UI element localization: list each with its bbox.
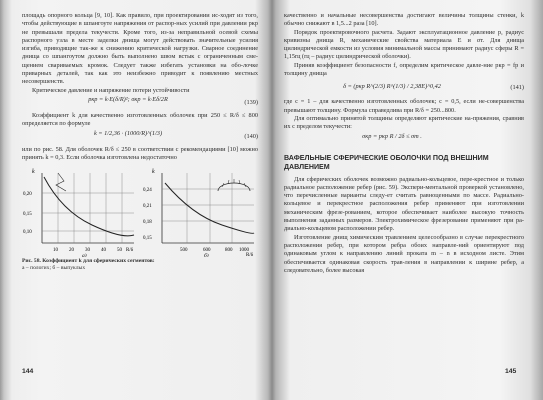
formula-139-text: pкр = k·E(δ/R)²; σкр = k·Eδ/2R [88, 95, 168, 103]
caption-title: Рис. 58. Коэффициент k для сферических сегментов: [22, 258, 155, 265]
formula-139-number: (139) [244, 98, 258, 106]
formula-142 [284, 133, 524, 148]
chart-b-ytick-4: 0,15 [143, 236, 152, 242]
right-page-number: 145 [505, 368, 517, 375]
chart-a-xtick-1: 10 [53, 248, 58, 254]
chart-b-dome-sketch [218, 183, 250, 191]
chart-a-xtick-4: 40 [101, 248, 106, 254]
section-heading: ВАФЕЛЬНЫЕ СФЕРИЧЕСКИЕ ОБОЛОЧКИ ПОД ВНЕШНИМ ДАВЛЕНИЕМ [284, 153, 489, 171]
right-para-7: Изготовление днищ химическим травлением целесообразно в случае перекрестного расположения ребер, при котором ребра обоих направле-ний ориентируют под одинаковым углом к направлению линий проката m – n в исходном листе. Этим обеспечивается одинаковая скорость трав-ления в направлении к ширине ребер, а следовательно, более высокая [284, 233, 524, 274]
chart-b-xtick-3: 800 [225, 248, 233, 254]
right-para-4: где c = 1 – для качественно изготовленных оболочек; c = 0,5, если не-совершенства превышают толщину. Формула справедлива при R/δ = 250...800. [284, 98, 524, 114]
chart-a-ytick-2: 0,15 [23, 212, 32, 218]
formula-141-text: δ = (pкр R^(2/3) R^(1/3) / 2,38E)^0,42 [343, 83, 441, 91]
left-page-number: 144 [22, 368, 34, 375]
chart-a-panel: а) [82, 253, 87, 258]
right-para-2: Порядок проектировочного расчета. Задают эксплуатационное давление p, радиус кривизны днища R, механические свойства материала E и σт. Для днища цилиндрической емкости из условия минимальной массы принимают радиус сферы R = 1,15rц (rц – радиус цилиндрической оболочки). [284, 28, 524, 61]
figure-58-caption [22, 258, 258, 272]
right-para-5: Для оптимально принятой толщины определяют критические на-пряжения, сравнив их с пределом текучести: [284, 114, 524, 131]
chart-a-sketch [56, 173, 66, 191]
left-page [22, 12, 258, 272]
formula-139 [22, 96, 258, 111]
chart-b [143, 169, 254, 257]
chart-b-ytick-1: 0,24 [143, 188, 152, 194]
right-page [284, 12, 524, 275]
chart-a-ytick-3: 0,10 [23, 230, 32, 236]
formula-141 [284, 79, 524, 97]
caption-sub: а – пологих; б – выпуклых [22, 265, 86, 272]
formula-142-text: σкр = pкр R / 2δ ≤ σт . [362, 132, 422, 140]
formula-141-number: (141) [510, 84, 524, 92]
chart-b-ytick-3: 0,18 [143, 220, 152, 226]
left-para-3: Коэффициент k для качественно изготовленных оболочек при 250 ≤ R/δ ≤ 800 определяется по формуле [22, 111, 258, 128]
figure-58 [22, 165, 258, 257]
chart-a-xtick-5: 50 [117, 248, 122, 254]
formula-140-text: k = 1/2,36 · (1000/R)^(1/3) [93, 129, 163, 137]
chart-b-xtick-1: 500 [180, 248, 188, 254]
left-para-4: или по рис. 58. Для оболочек R/δ ≤ 250 в соответствии с рекомендациями [10] можно принять k = 0,3. Если оболочка изготовлена недостаточно [22, 145, 258, 161]
right-para-1: качественно и начальные несовершенства достигают величины толщины стенки, k обычно снижают в 1,5...2 раза [10]. [284, 12, 524, 28]
right-para-3: Приняв коэффициент безопасности f, определим критическое давле-ние pкр = fp и толщину днища [284, 61, 524, 78]
chart-a-xtick-2: 20 [69, 248, 74, 254]
chart-b-panel: б) [204, 253, 209, 258]
chart-b-xtick-2: 600 [203, 248, 211, 254]
right-para-6: Для сферических оболочек возможно радиально-кольцевое, пере-крестное и только радиальное расположение ребер (рис. 59). Экспери-ментальной проверкой установлено, что перечисленные варианты следу-ет считать равноценными по массе. Радиально-кольцевое и перекрестное расположения ребер применяют при изготовлении механическим фрезе-рованием, которое обеспечивает наиболее высокую точность выполнения заданных размеров. Электрохимическое фрезерование применяют при ра-диально-кольцевом расположении ребер. [284, 175, 524, 233]
chart-b-ytick-2: 0,21 [143, 204, 152, 210]
chart-b-y-label: k [152, 169, 155, 176]
chart-a-x-label: R/δ [126, 248, 134, 254]
chart-b-x-label: R/δ [246, 253, 254, 258]
left-para-1: площадь опорного кольца [9, 10]. Как правило, при проектировании ис-ходят из того, чтобы действующие в шпангоуте напряжения от распор-ных усилий при давлении pкр не превышали предела текучести. Кроме того, из-за неправильной осевой схемы распорного узла в месте заделки днища могут действовать значительные усилия изгиба, приводящие так-же к снижению критической нагрузки. Сварное соединение днища со шпангоутом должно быть выполнено швом встык с ограниченным сме-щением свариваемых кромок. Следует также избегать установки на обо-лочке приварных деталей, так как это неизбежно приводит к появлению местных несовершенств. [22, 12, 258, 86]
chart-a [23, 169, 134, 257]
chart-b-curve [165, 183, 254, 233]
formula-140-number: (140) [244, 132, 258, 140]
chart-a-grid [42, 173, 134, 243]
left-para-2: Критическое давление и напряжение потери устойчивости [32, 86, 190, 94]
formula-140 [22, 130, 258, 145]
figure-58-graphs [22, 165, 258, 257]
chart-a-y-label: k [32, 169, 35, 176]
chart-a-ytick-1: 0,20 [23, 192, 32, 198]
chart-a-xtick-3: 30 [85, 248, 90, 254]
chart-b-xtick-4: 1000 [239, 248, 249, 254]
